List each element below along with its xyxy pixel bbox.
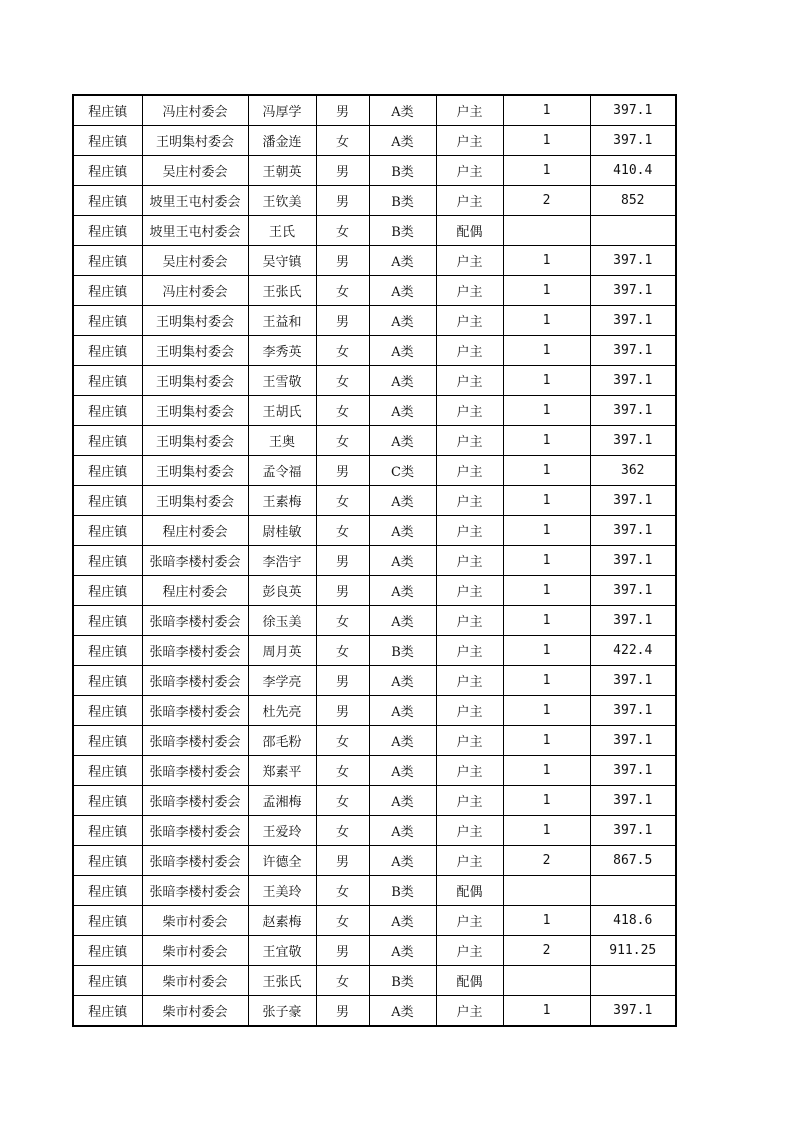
relation-cell: 户主	[436, 636, 503, 666]
table-row	[73, 726, 676, 756]
table-row	[73, 306, 676, 336]
village-committee-cell: 张暗李楼村委会	[142, 876, 248, 906]
table-row	[73, 396, 676, 426]
relation-cell: 户主	[436, 756, 503, 786]
category-cell: A类	[369, 95, 436, 126]
village-committee-cell: 程庄村委会	[142, 576, 248, 606]
count-cell: 1	[503, 786, 590, 816]
gender-cell: 女	[316, 336, 369, 366]
amount-cell: 397.1	[590, 696, 676, 726]
amount-cell: 418.6	[590, 906, 676, 936]
village-committee-cell: 吴庄村委会	[142, 246, 248, 276]
table-row	[73, 276, 676, 306]
gender-cell: 女	[316, 816, 369, 846]
gender-cell: 女	[316, 726, 369, 756]
gender-cell: 女	[316, 636, 369, 666]
name-cell: 王张氏	[248, 966, 316, 996]
gender-cell: 女	[316, 756, 369, 786]
relation-cell: 户主	[436, 396, 503, 426]
village-committee-cell: 王明集村委会	[142, 456, 248, 486]
count-cell: 1	[503, 156, 590, 186]
count-cell: 1	[503, 336, 590, 366]
village-committee-cell: 张暗李楼村委会	[142, 846, 248, 876]
table-row	[73, 246, 676, 276]
gender-cell: 男	[316, 306, 369, 336]
count-cell: 1	[503, 726, 590, 756]
name-cell: 潘金连	[248, 126, 316, 156]
table-row	[73, 786, 676, 816]
category-cell: A类	[369, 696, 436, 726]
category-cell: A类	[369, 816, 436, 846]
relation-cell: 户主	[436, 95, 503, 126]
category-cell: A类	[369, 516, 436, 546]
name-cell: 李学亮	[248, 666, 316, 696]
table-row	[73, 816, 676, 846]
town-cell: 程庄镇	[73, 306, 142, 336]
relation-cell: 户主	[436, 666, 503, 696]
relation-cell: 户主	[436, 816, 503, 846]
count-cell: 1	[503, 276, 590, 306]
relation-cell: 户主	[436, 546, 503, 576]
town-cell: 程庄镇	[73, 576, 142, 606]
amount-cell: 422.4	[590, 636, 676, 666]
gender-cell: 女	[316, 516, 369, 546]
name-cell: 孟湘梅	[248, 786, 316, 816]
town-cell: 程庄镇	[73, 696, 142, 726]
gender-cell: 男	[316, 246, 369, 276]
amount-cell: 397.1	[590, 726, 676, 756]
amount-cell: 397.1	[590, 756, 676, 786]
count-cell: 1	[503, 486, 590, 516]
village-committee-cell: 柴市村委会	[142, 966, 248, 996]
count-cell: 1	[503, 996, 590, 1027]
town-cell: 程庄镇	[73, 876, 142, 906]
name-cell: 郑素平	[248, 756, 316, 786]
category-cell: A类	[369, 396, 436, 426]
category-cell: A类	[369, 306, 436, 336]
name-cell: 王朝英	[248, 156, 316, 186]
amount-cell: 397.1	[590, 276, 676, 306]
count-cell: 2	[503, 186, 590, 216]
count-cell: 1	[503, 126, 590, 156]
amount-cell: 397.1	[590, 126, 676, 156]
category-cell: A类	[369, 126, 436, 156]
town-cell: 程庄镇	[73, 846, 142, 876]
gender-cell: 男	[316, 156, 369, 186]
name-cell: 王雪敬	[248, 366, 316, 396]
village-committee-cell: 张暗李楼村委会	[142, 606, 248, 636]
village-committee-cell: 王明集村委会	[142, 306, 248, 336]
category-cell: A类	[369, 546, 436, 576]
count-cell: 1	[503, 636, 590, 666]
town-cell: 程庄镇	[73, 546, 142, 576]
relation-cell: 配偶	[436, 216, 503, 246]
village-committee-cell: 张暗李楼村委会	[142, 696, 248, 726]
gender-cell: 男	[316, 696, 369, 726]
count-cell: 1	[503, 696, 590, 726]
village-committee-cell: 王明集村委会	[142, 366, 248, 396]
village-committee-cell: 张暗李楼村委会	[142, 666, 248, 696]
amount-cell: 397.1	[590, 366, 676, 396]
count-cell: 1	[503, 95, 590, 126]
relation-cell: 户主	[436, 426, 503, 456]
table-row	[73, 546, 676, 576]
gender-cell: 女	[316, 366, 369, 396]
relation-cell: 户主	[436, 456, 503, 486]
gender-cell: 女	[316, 426, 369, 456]
relation-cell: 户主	[436, 486, 503, 516]
gender-cell: 女	[316, 606, 369, 636]
town-cell: 程庄镇	[73, 366, 142, 396]
table-row	[73, 126, 676, 156]
table-row	[73, 636, 676, 666]
name-cell: 李秀英	[248, 336, 316, 366]
amount-cell: 852	[590, 186, 676, 216]
village-committee-cell: 程庄村委会	[142, 516, 248, 546]
gender-cell: 女	[316, 906, 369, 936]
category-cell: A类	[369, 426, 436, 456]
name-cell: 彭良英	[248, 576, 316, 606]
amount-cell: 397.1	[590, 95, 676, 126]
amount-cell: 867.5	[590, 846, 676, 876]
category-cell: A类	[369, 666, 436, 696]
town-cell: 程庄镇	[73, 186, 142, 216]
name-cell: 邵毛粉	[248, 726, 316, 756]
amount-cell	[590, 966, 676, 996]
town-cell: 程庄镇	[73, 906, 142, 936]
amount-cell: 397.1	[590, 246, 676, 276]
gender-cell: 男	[316, 846, 369, 876]
count-cell: 1	[503, 816, 590, 846]
amount-cell: 397.1	[590, 786, 676, 816]
gender-cell: 女	[316, 786, 369, 816]
count-cell: 1	[503, 246, 590, 276]
count-cell	[503, 876, 590, 906]
count-cell: 1	[503, 426, 590, 456]
relation-cell: 户主	[436, 516, 503, 546]
count-cell: 2	[503, 936, 590, 966]
name-cell: 王益和	[248, 306, 316, 336]
category-cell: B类	[369, 636, 436, 666]
gender-cell: 男	[316, 456, 369, 486]
village-committee-cell: 冯庄村委会	[142, 276, 248, 306]
amount-cell	[590, 216, 676, 246]
count-cell: 1	[503, 666, 590, 696]
category-cell: B类	[369, 966, 436, 996]
table-row	[73, 966, 676, 996]
category-cell: B类	[369, 216, 436, 246]
town-cell: 程庄镇	[73, 786, 142, 816]
table-row	[73, 876, 676, 906]
category-cell: A类	[369, 576, 436, 606]
table-row	[73, 486, 676, 516]
village-committee-cell: 冯庄村委会	[142, 95, 248, 126]
category-cell: A类	[369, 786, 436, 816]
town-cell: 程庄镇	[73, 726, 142, 756]
table-row	[73, 906, 676, 936]
town-cell: 程庄镇	[73, 426, 142, 456]
name-cell: 张子豪	[248, 996, 316, 1027]
table-row	[73, 216, 676, 246]
category-cell: A类	[369, 486, 436, 516]
count-cell	[503, 216, 590, 246]
name-cell: 杜先亮	[248, 696, 316, 726]
amount-cell: 397.1	[590, 606, 676, 636]
count-cell: 1	[503, 306, 590, 336]
town-cell: 程庄镇	[73, 516, 142, 546]
name-cell: 王素梅	[248, 486, 316, 516]
category-cell: A类	[369, 936, 436, 966]
relation-cell: 户主	[436, 906, 503, 936]
name-cell: 吴守镇	[248, 246, 316, 276]
village-committee-cell: 柴市村委会	[142, 996, 248, 1027]
table-row	[73, 606, 676, 636]
name-cell: 李浩宇	[248, 546, 316, 576]
amount-cell: 397.1	[590, 516, 676, 546]
amount-cell: 397.1	[590, 546, 676, 576]
count-cell: 1	[503, 366, 590, 396]
village-committee-cell: 张暗李楼村委会	[142, 786, 248, 816]
count-cell: 1	[503, 516, 590, 546]
data-table	[72, 94, 677, 1027]
name-cell: 赵素梅	[248, 906, 316, 936]
town-cell: 程庄镇	[73, 216, 142, 246]
name-cell: 周月英	[248, 636, 316, 666]
town-cell: 程庄镇	[73, 666, 142, 696]
relation-cell: 户主	[436, 246, 503, 276]
village-committee-cell: 坡里王屯村委会	[142, 186, 248, 216]
village-committee-cell: 张暗李楼村委会	[142, 756, 248, 786]
name-cell: 冯厚学	[248, 95, 316, 126]
town-cell: 程庄镇	[73, 936, 142, 966]
town-cell: 程庄镇	[73, 756, 142, 786]
table-row	[73, 95, 676, 126]
village-committee-cell: 王明集村委会	[142, 336, 248, 366]
count-cell: 1	[503, 576, 590, 606]
relation-cell: 户主	[436, 786, 503, 816]
category-cell: A类	[369, 606, 436, 636]
category-cell: A类	[369, 246, 436, 276]
town-cell: 程庄镇	[73, 816, 142, 846]
village-committee-cell: 吴庄村委会	[142, 156, 248, 186]
gender-cell: 男	[316, 576, 369, 606]
gender-cell: 女	[316, 396, 369, 426]
category-cell: B类	[369, 876, 436, 906]
amount-cell: 397.1	[590, 396, 676, 426]
gender-cell: 男	[316, 936, 369, 966]
town-cell: 程庄镇	[73, 156, 142, 186]
name-cell: 王张氏	[248, 276, 316, 306]
amount-cell: 397.1	[590, 336, 676, 366]
table-row	[73, 576, 676, 606]
town-cell: 程庄镇	[73, 456, 142, 486]
relation-cell: 配偶	[436, 876, 503, 906]
name-cell: 许德全	[248, 846, 316, 876]
table-row	[73, 516, 676, 546]
town-cell: 程庄镇	[73, 396, 142, 426]
category-cell: A类	[369, 276, 436, 306]
relation-cell: 户主	[436, 846, 503, 876]
table-row	[73, 426, 676, 456]
amount-cell: 911.25	[590, 936, 676, 966]
gender-cell: 男	[316, 666, 369, 696]
name-cell: 王胡氏	[248, 396, 316, 426]
village-committee-cell: 张暗李楼村委会	[142, 726, 248, 756]
category-cell: A类	[369, 906, 436, 936]
category-cell: A类	[369, 336, 436, 366]
category-cell: A类	[369, 726, 436, 756]
amount-cell: 410.4	[590, 156, 676, 186]
town-cell: 程庄镇	[73, 996, 142, 1027]
count-cell: 1	[503, 756, 590, 786]
table-row	[73, 186, 676, 216]
amount-cell: 397.1	[590, 486, 676, 516]
town-cell: 程庄镇	[73, 636, 142, 666]
town-cell: 程庄镇	[73, 966, 142, 996]
town-cell: 程庄镇	[73, 606, 142, 636]
category-cell: B类	[369, 186, 436, 216]
gender-cell: 女	[316, 126, 369, 156]
relation-cell: 户主	[436, 996, 503, 1027]
amount-cell: 397.1	[590, 996, 676, 1027]
relation-cell: 户主	[436, 336, 503, 366]
table-row	[73, 456, 676, 486]
relation-cell: 户主	[436, 126, 503, 156]
village-committee-cell: 王明集村委会	[142, 396, 248, 426]
town-cell: 程庄镇	[73, 95, 142, 126]
category-cell: C类	[369, 456, 436, 486]
amount-cell: 397.1	[590, 306, 676, 336]
town-cell: 程庄镇	[73, 336, 142, 366]
name-cell: 王奥	[248, 426, 316, 456]
village-committee-cell: 坡里王屯村委会	[142, 216, 248, 246]
name-cell: 尉桂敏	[248, 516, 316, 546]
name-cell: 王美玲	[248, 876, 316, 906]
gender-cell: 女	[316, 276, 369, 306]
table-row	[73, 846, 676, 876]
town-cell: 程庄镇	[73, 126, 142, 156]
relation-cell: 户主	[436, 276, 503, 306]
count-cell	[503, 966, 590, 996]
name-cell: 孟令福	[248, 456, 316, 486]
table-row	[73, 366, 676, 396]
amount-cell	[590, 876, 676, 906]
name-cell: 王宜敬	[248, 936, 316, 966]
relation-cell: 户主	[436, 936, 503, 966]
amount-cell: 397.1	[590, 576, 676, 606]
name-cell: 徐玉美	[248, 606, 316, 636]
name-cell: 王氏	[248, 216, 316, 246]
amount-cell: 362	[590, 456, 676, 486]
relation-cell: 户主	[436, 156, 503, 186]
amount-cell: 397.1	[590, 666, 676, 696]
gender-cell: 男	[316, 546, 369, 576]
count-cell: 1	[503, 606, 590, 636]
count-cell: 1	[503, 546, 590, 576]
relation-cell: 户主	[436, 606, 503, 636]
gender-cell: 女	[316, 216, 369, 246]
amount-cell: 397.1	[590, 816, 676, 846]
count-cell: 1	[503, 906, 590, 936]
category-cell: B类	[369, 156, 436, 186]
table-row	[73, 996, 676, 1027]
table-body	[73, 95, 676, 1026]
table-row	[73, 336, 676, 366]
village-committee-cell: 张暗李楼村委会	[142, 546, 248, 576]
count-cell: 1	[503, 396, 590, 426]
gender-cell: 男	[316, 186, 369, 216]
category-cell: A类	[369, 846, 436, 876]
village-committee-cell: 王明集村委会	[142, 126, 248, 156]
gender-cell: 女	[316, 876, 369, 906]
table-row	[73, 936, 676, 966]
village-committee-cell: 张暗李楼村委会	[142, 816, 248, 846]
relation-cell: 户主	[436, 696, 503, 726]
gender-cell: 女	[316, 486, 369, 516]
town-cell: 程庄镇	[73, 246, 142, 276]
count-cell: 1	[503, 456, 590, 486]
name-cell: 王爱玲	[248, 816, 316, 846]
village-committee-cell: 柴市村委会	[142, 936, 248, 966]
relation-cell: 户主	[436, 186, 503, 216]
gender-cell: 女	[316, 966, 369, 996]
village-committee-cell: 柴市村委会	[142, 906, 248, 936]
town-cell: 程庄镇	[73, 486, 142, 516]
category-cell: A类	[369, 756, 436, 786]
relation-cell: 户主	[436, 306, 503, 336]
relation-cell: 户主	[436, 366, 503, 396]
village-committee-cell: 张暗李楼村委会	[142, 636, 248, 666]
village-committee-cell: 王明集村委会	[142, 426, 248, 456]
table-row	[73, 696, 676, 726]
village-committee-cell: 王明集村委会	[142, 486, 248, 516]
relation-cell: 户主	[436, 576, 503, 606]
relation-cell: 户主	[436, 726, 503, 756]
table-row	[73, 756, 676, 786]
relation-cell: 配偶	[436, 966, 503, 996]
category-cell: A类	[369, 996, 436, 1027]
amount-cell: 397.1	[590, 426, 676, 456]
gender-cell: 男	[316, 996, 369, 1027]
gender-cell: 男	[316, 95, 369, 126]
table-row	[73, 666, 676, 696]
category-cell: A类	[369, 366, 436, 396]
count-cell: 2	[503, 846, 590, 876]
table-row	[73, 156, 676, 186]
town-cell: 程庄镇	[73, 276, 142, 306]
name-cell: 王钦美	[248, 186, 316, 216]
